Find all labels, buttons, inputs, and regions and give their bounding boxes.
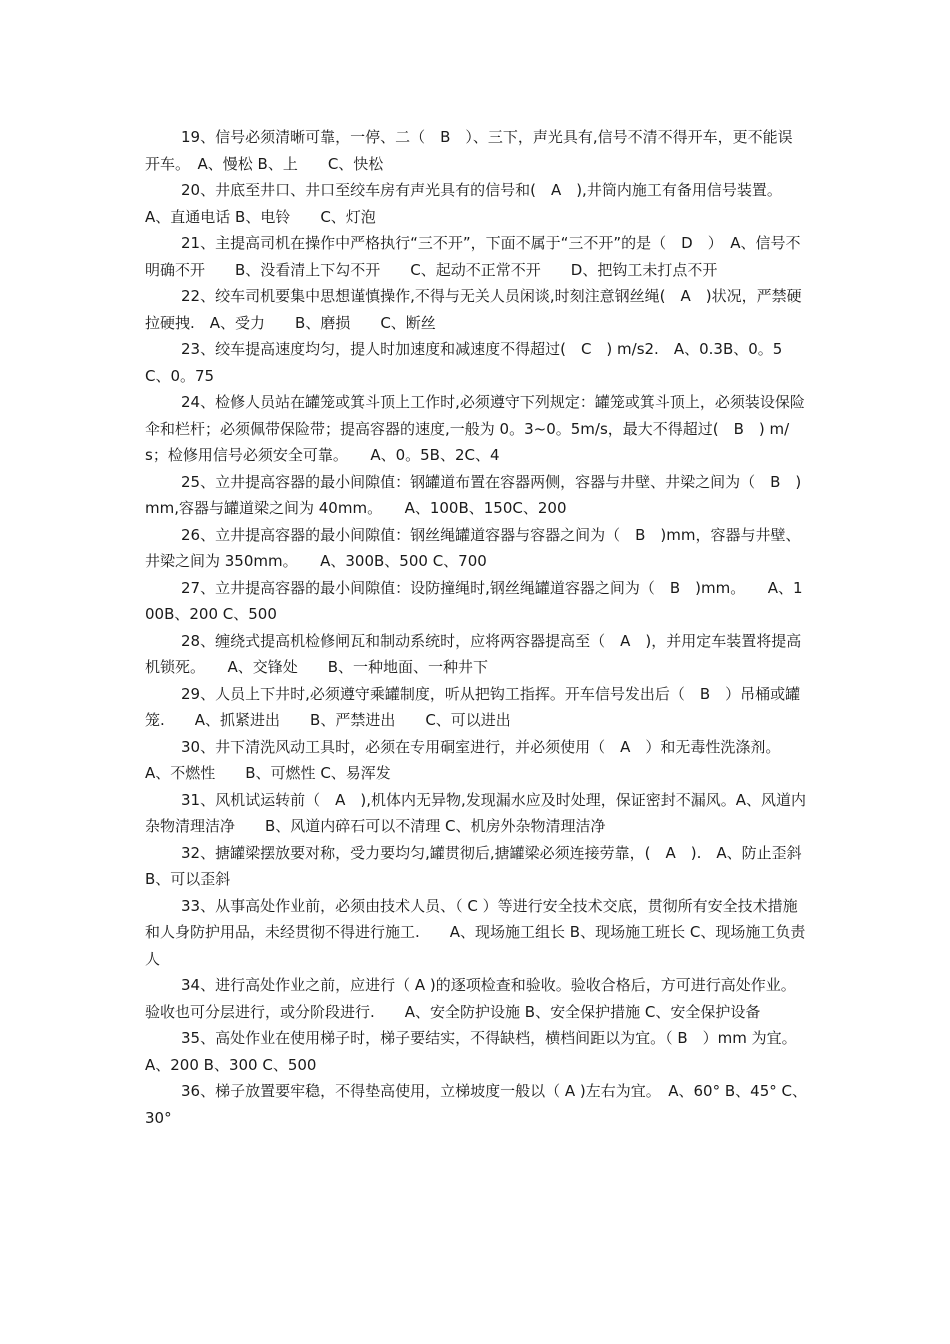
question-21: 21、主提高司机在操作中严格执行“三不开”，下面不属于“三不开”的是（ D ） A、信号不明确不开 B、没看清上下勾不开 C、起动不正常不开 D、把钩工未打点不开 (145, 234, 801, 279)
question-32: 32、搪罐梁摆放要对称，受力要均匀,罐贯彻后,搪罐梁必须连接劳靠，( A ). A、防止歪斜 B、可以歪斜 (145, 843, 832, 888)
question-27: 27、立井提高容器的最小间隙值：设防撞绳时,钢丝绳罐道容器之间为（ B )mm。 A、100B、200 C、500 (145, 578, 803, 623)
question-25: 25、立井提高容器的最小间隙值：钢罐道布置在容器两侧，容器与井壁、井梁之间为（ B )mm,容器与罐道梁之间为 40mm。 A、100B、150C、200 (145, 472, 802, 517)
question-19: 19、信号必须清晰可靠，一停、二（ B ）、三下，声光具有,信号不清不得开车，更不能误开车。 A、慢松 B、上 C、快松 (145, 128, 793, 173)
question-23: 23、绞车提高速度均匀，提人时加速度和减速度不得超过( C ) m/s2. A、0.3B、0。5C、0。75 (145, 340, 783, 385)
question-20: 20、井底至井口、井口至绞车房有声光具有的信号和( A ),井筒内施工有备用信号装置。 A、直通电话 B、电铃 C、灯泡 (145, 181, 790, 226)
question-list (145, 124, 832, 1131)
question-30: 30、井下清洗风动工具时，必须在专用硐室进行，并必须使用（ A ）和无毒性洗涤剂。 A、不燃性 B、可燃性 C、易浑发 (145, 737, 803, 782)
question-29: 29、人员上下井时,必须遵守乘罐制度，听从把钩工指挥。开车信号发出后（ B ）吊桶或罐笼. A、抓紧进出 B、严禁进出 C、可以进出 (145, 684, 801, 729)
question-28: 28、缠绕式提高机检修闸瓦和制动系统时，应将两容器提高至（ A )，并用定车装置将提高机锁死。 A、交锋处 B、一种地面、一种井下 (145, 631, 802, 676)
question-36: 36、梯子放置要牢稳，不得垫高使用，立梯坡度一般以（ A )左右为宜。 A、60° B、45° C、30° (145, 1082, 807, 1127)
question-34: 34、进行高处作业之前，应进行（ A )的逐项检查和验收。验收合格后，方可进行高处作业。验收也可分层进行，或分阶段进行. A、安全防护设施 B、安全保护措施 C、安全保护设备 (145, 976, 796, 1021)
question-26: 26、立井提高容器的最小间隙值：钢丝绳罐道容器与容器之间为（ B )mm，容器与井壁、井梁之间为 350mm。 A、300B、500 C、700 (145, 525, 801, 570)
question-33: 33、从事高处作业前，必须由技术人员、（ C ）等进行安全技术交底，贯彻所有安全技术措施和人身防护用品，未经贯彻不得进行施工. A、现场施工组长 B、现场施工班长 C、现场施工负责人 (145, 896, 806, 968)
question-22: 22、绞车司机要集中思想谨慎操作,不得与无关人员闲谈,时刻注意钢丝绳( A )状况，严禁硬拉硬拽. A、受力 B、磨损 C、断丝 (145, 287, 802, 332)
question-35: 35、高处作业在使用梯子时，梯子要结实，不得缺档，横档间距以为宜。（ B ）mm 为宜。 A、200 B、300 C、500 (145, 1029, 820, 1074)
question-31: 31、风机试运转前（ A ),机体内无异物,发现漏水应及时处理，保证密封不漏风。A、风道内杂物清理洁净 B、风道内碎石可以不清理 C、机房外杂物清理洁净 (145, 790, 807, 835)
question-24: 24、检修人员站在罐笼或箕斗顶上工作时,必须遵守下列规定：罐笼或箕斗顶上，必须装设保险伞和栏杆；必须佩带保险带；提高容器的速度,一般为 0。3~0。5m/s，最大不得超过( B ) m/s；检修用信号必须安全可靠。 A、0。5B、2C、4 (145, 393, 805, 464)
